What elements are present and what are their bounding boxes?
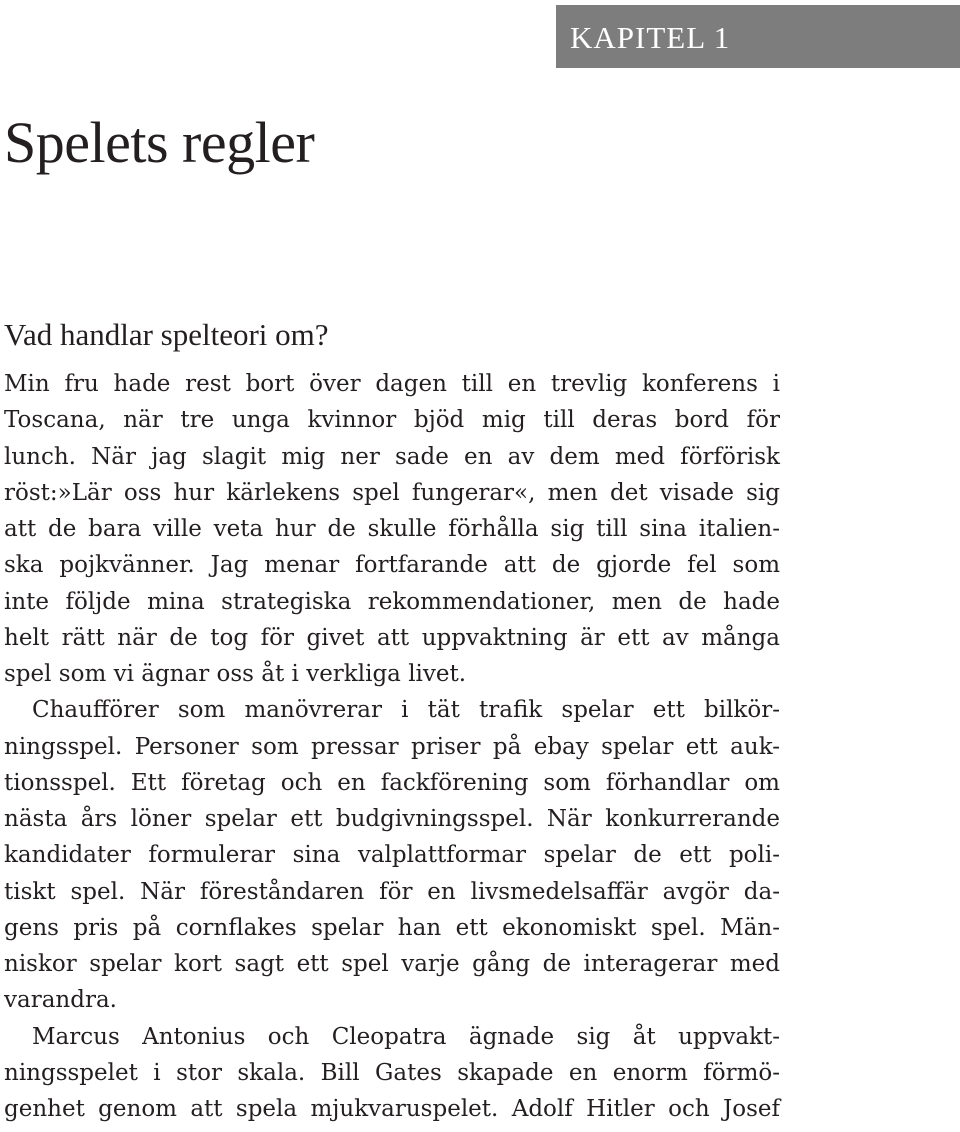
page-title: Spelets regler [4, 110, 315, 175]
text-line: röst:»Lär oss hur kärlekens spel fungerar«, men det visade sig [4, 479, 780, 506]
text-line: niskor spelar kort sagt ett spel varje gång de interagerar med [4, 951, 780, 977]
text-line: Marcus Antonius och Cleopatra ägnade sig åt uppvakt- [32, 1023, 780, 1050]
text-line: spel som vi ägnar oss åt i verkliga livet. [4, 661, 467, 687]
text-line: tionsspel. Ett företag och en fackförening som förhandlar om [4, 769, 780, 796]
text-line: ningsspel. Personer som pressar priser på ebay spelar ett auk- [4, 733, 780, 760]
text-line: Toscana, när tre unga kvinnor bjöd mig till deras bord för [4, 407, 780, 434]
text-line: ska pojkvänner. Jag menar fortfarande att de gjorde fel som [4, 552, 780, 579]
text-line: Min fru hade rest bort över dagen till en trevlig konferens i [4, 371, 780, 397]
text-line: helt rätt när de tog för givet att uppvaktning är ett av många [4, 624, 780, 651]
section-heading: Vad handlar spelteori om? [4, 317, 329, 352]
chapter-label: KAPITEL 1 [556, 5, 960, 68]
text-line: Chaufförer som manövrerar i tät trafik spelar ett bilkör- [32, 697, 780, 724]
text-line: genhet genom att spela mjukvaruspelet. Adolf Hitler och Josef [4, 1096, 780, 1122]
text-line: kandidater formulerar sina valplattformar spelar de ett poli- [4, 842, 780, 869]
text-line: ningsspelet i stor skala. Bill Gates skapade en enorm förmö- [4, 1059, 780, 1086]
text-line: gens pris på cornflakes spelar han ett ekonomiskt spel. Män- [4, 914, 780, 941]
text-line: inte följde mina strategiska rekommendationer, men de hade [4, 588, 780, 615]
text-line: tiskt spel. När föreståndaren för en livsmedelsaffär avgör da- [4, 878, 780, 905]
text-line: nästa års löner spelar ett budgivningsspel. När konkurrerande [4, 806, 780, 832]
text-line: att de bara ville veta hur de skulle förhålla sig till sina italien- [4, 516, 780, 542]
text-line: lunch. När jag slagit mig ner sade en av dem med förförisk [4, 443, 780, 470]
text-line: varandra. [4, 987, 117, 1014]
body-text [4, 366, 780, 1127]
